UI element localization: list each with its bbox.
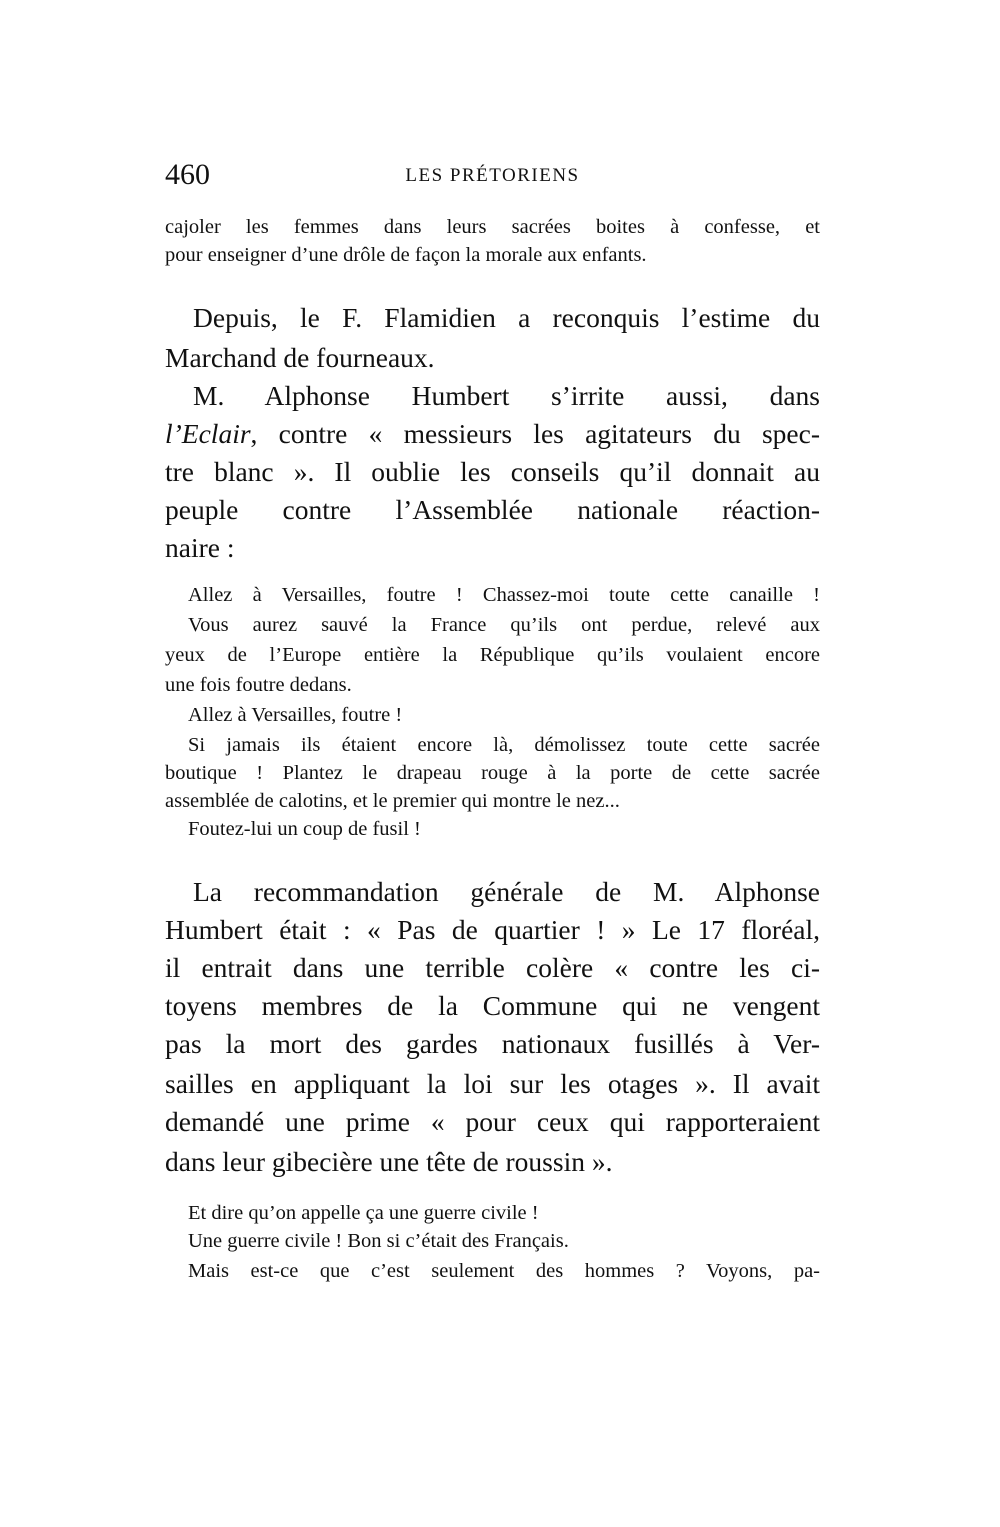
body-line: tre blanc ». Il oublie les conseils qu’il donnait au: [165, 456, 820, 487]
quote-line: pour enseigner d’une drôle de façon la morale aux enfants.: [165, 244, 647, 266]
body-line-with-italic: l’Eclair, contre « messieurs les agitateurs du spec-: [165, 418, 820, 449]
quote-line: cajoler les femmes dans leurs sacrées boites à confesse, et: [165, 216, 820, 238]
quote-line: Foutez-lui un coup de fusil !: [188, 818, 421, 840]
body-line: La recommandation générale de M. Alphonse: [193, 876, 820, 907]
quote-line: Si jamais ils étaient encore là, démolissez toute cette sacrée: [188, 734, 820, 756]
quote-line: une fois foutre dedans.: [165, 674, 352, 696]
running-title: LES PRÉTORIENS: [405, 165, 580, 186]
body-line: dans leur gibecière une tête de roussin ».: [165, 1146, 613, 1177]
newspaper-title: l’Eclair: [165, 418, 251, 449]
page-header: [165, 158, 820, 198]
body-line: sailles en appliquant la loi sur les otages ». Il avait: [165, 1068, 820, 1099]
body-line: naire :: [165, 532, 235, 563]
body-line: M. Alphonse Humbert s’irrite aussi, dans: [193, 380, 820, 411]
body-line: toyens membres de la Commune qui ne vengent: [165, 990, 820, 1021]
quote-line: Une guerre civile ! Bon si c’était des Français.: [188, 1230, 569, 1252]
body-line: Depuis, le F. Flamidien a reconquis l’estime du: [193, 302, 820, 333]
body-line: il entrait dans une terrible colère « contre les ci-: [165, 952, 820, 983]
quote-line: Allez à Versailles, foutre !: [188, 704, 403, 726]
quote-line: Allez à Versailles, foutre ! Chassez-moi toute cette canaille !: [188, 584, 820, 606]
body-line: Marchand de fourneaux.: [165, 342, 435, 373]
body-line: peuple contre l’Assemblée nationale réaction-: [165, 494, 820, 525]
body-line: demandé une prime « pour ceux qui rapporteraient: [165, 1106, 820, 1137]
quote-line: assemblée de calotins, et le premier qui montre le nez...: [165, 790, 620, 812]
body-line: Humbert était : « Pas de quartier ! » Le 17 floréal,: [165, 914, 820, 945]
quote-line: Mais est-ce que c’est seulement des hommes ? Voyons, pa-: [188, 1260, 820, 1282]
quote-line: Vous aurez sauvé la France qu’ils ont perdue, relevé aux: [188, 614, 820, 636]
quote-line: yeux de l’Europe entière la République qu’ils voulaient encore: [165, 644, 820, 666]
quote-line: boutique ! Plantez le drapeau rouge à la porte de cette sacrée: [165, 762, 820, 784]
body-line: pas la mort des gardes nationaux fusillés à Ver-: [165, 1028, 820, 1059]
quote-line: Et dire qu’on appelle ça une guerre civile !: [188, 1202, 539, 1224]
page-number: 460: [165, 158, 210, 191]
